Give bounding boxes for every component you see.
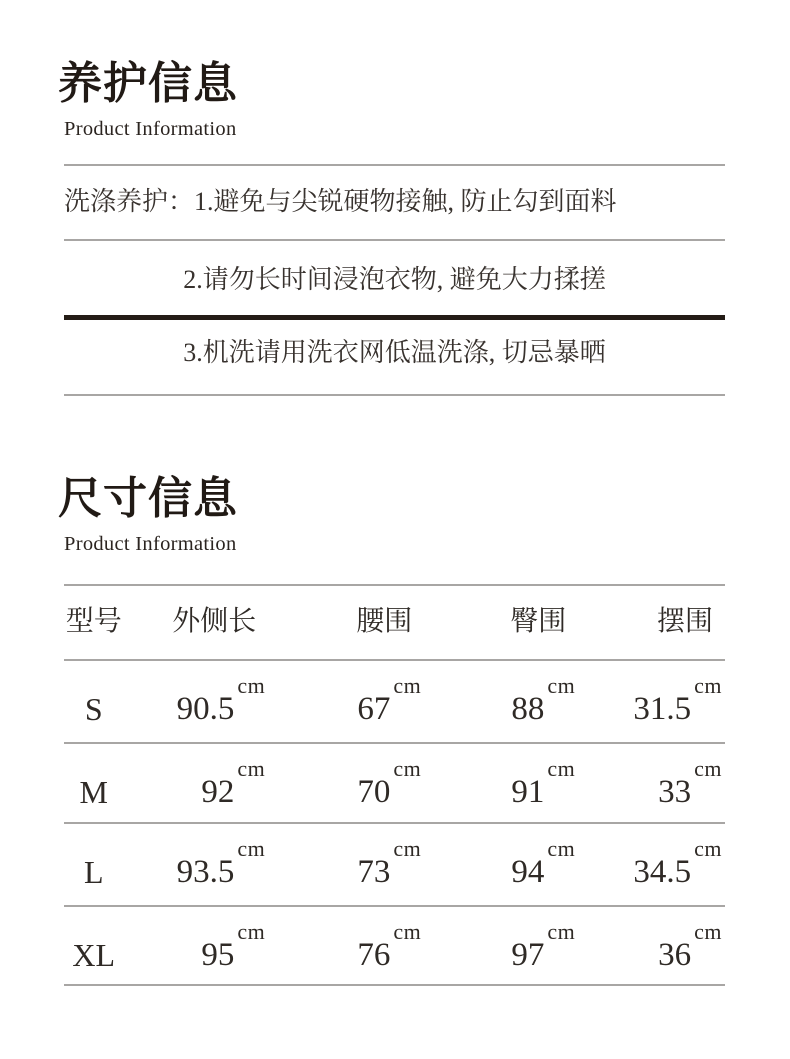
unit-label: cm [393, 836, 422, 861]
size-cell: L [83, 854, 104, 890]
unit-label: cm [237, 836, 266, 861]
value-cell [424, 668, 578, 753]
divider [64, 659, 725, 661]
unit-label: cm [393, 673, 422, 698]
measure-value: 34.5 [633, 854, 692, 890]
measure-value: 73 [357, 854, 391, 890]
divider [64, 239, 725, 241]
size-cell: XL [72, 937, 116, 973]
value-cell [578, 668, 725, 753]
care-instruction-line-3: 3.机洗请用洗衣网低温洗涤, 切忌暴晒 [183, 338, 606, 367]
divider [64, 394, 725, 396]
measure-value: 91 [511, 774, 545, 810]
size-table-row-s [64, 668, 725, 750]
unit-label: cm [547, 836, 576, 861]
unit-label: cm [547, 673, 576, 698]
unit-label: cm [237, 919, 266, 944]
unit-label: cm [694, 836, 722, 861]
col-header-outer-length: 外侧长 [172, 606, 257, 637]
care-instruction-line-1 [64, 188, 725, 217]
measure-value: 67 [357, 691, 391, 727]
value-cell [123, 668, 268, 753]
size-section-title: 尺寸信息 [58, 474, 238, 523]
measure-value: 92 [201, 774, 235, 810]
value-cell [268, 668, 424, 753]
divider [64, 822, 725, 824]
value-cell [578, 914, 725, 999]
col-header-hem: 摆围 [656, 606, 713, 637]
measure-value: 97 [511, 937, 545, 973]
measure-value: 88 [511, 691, 545, 727]
col-header-waist: 腰围 [356, 606, 413, 637]
value-cell [424, 831, 578, 916]
unit-label: cm [547, 919, 576, 944]
value-cell [123, 914, 268, 999]
divider [64, 905, 725, 907]
size-table-row-m [64, 751, 725, 833]
size-table-header-row [64, 584, 725, 660]
size-cell: M [79, 774, 108, 810]
care-section-title: 养护信息 [58, 59, 238, 108]
divider-bold [64, 315, 725, 320]
divider [64, 164, 725, 166]
measure-value: 31.5 [633, 691, 692, 727]
divider [64, 742, 725, 744]
value-cell [123, 831, 268, 916]
unit-label: cm [694, 919, 722, 944]
care-instruction-text: 1.避免与尖锐硬物接触, 防止勾到面料 [194, 187, 617, 216]
measure-value: 95 [201, 937, 235, 973]
unit-label: cm [694, 673, 722, 698]
value-cell [268, 831, 424, 916]
divider [64, 984, 725, 986]
size-section-subtitle: Product Information [64, 533, 237, 555]
care-label: 洗涤养护： [64, 187, 195, 216]
col-header-hip: 臀围 [510, 606, 567, 637]
unit-label: cm [237, 673, 266, 698]
unit-label: cm [393, 756, 422, 781]
measure-value: 76 [357, 937, 391, 973]
unit-label: cm [547, 756, 576, 781]
size-table-row-l [64, 831, 725, 913]
measure-value: 70 [357, 774, 391, 810]
measure-value: 94 [511, 854, 545, 890]
value-cell [424, 914, 578, 999]
unit-label: cm [237, 756, 266, 781]
col-header-model: 型号 [65, 606, 122, 637]
care-instruction-line-2: 2.请勿长时间浸泡衣物, 避免大力揉搓 [183, 265, 606, 294]
measure-value: 93.5 [176, 854, 235, 890]
care-section-subtitle: Product Information [64, 118, 237, 140]
unit-label: cm [694, 756, 722, 781]
size-cell: S [84, 691, 103, 727]
measure-value: 36 [658, 937, 692, 973]
unit-label: cm [393, 919, 422, 944]
value-cell [578, 831, 725, 916]
value-cell [268, 914, 424, 999]
measure-value: 33 [658, 774, 692, 810]
measure-value: 90.5 [176, 691, 235, 727]
